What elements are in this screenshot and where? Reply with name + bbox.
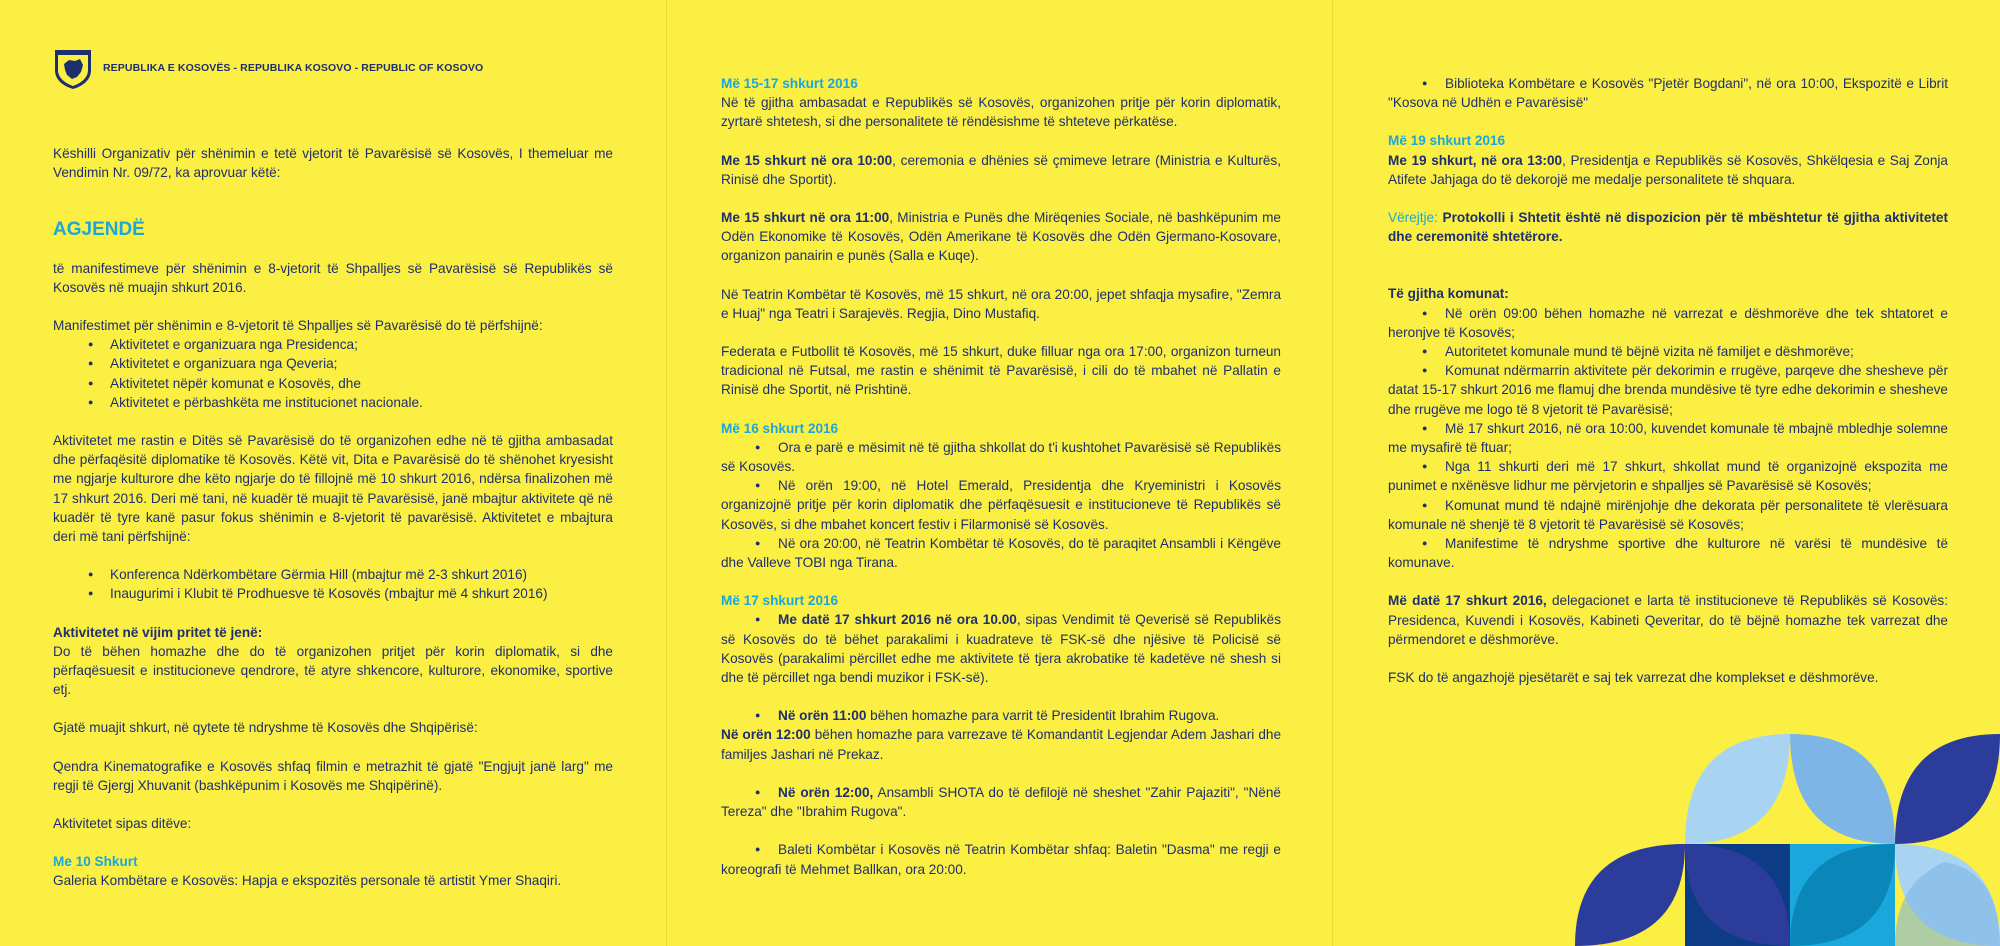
list-item: ● Në orën 11:00 bëhen homazhe para varrit të Presidentit Ibrahim Rugova. bbox=[721, 706, 1281, 725]
prekaz-paragraph: Në orën 12:00 bëhen homazhe para varrezave të Komandantit Legjendar Adem Jashari dhe familjes Jashari në Prekaz. bbox=[721, 727, 1281, 762]
date-heading-15-17: Më 15-17 shkurt 2016 bbox=[721, 76, 858, 91]
list-item: ● Me datë 17 shkurt 2016 në ora 10.00, sipas Vendimit të Qeverisë së Republikës së Kosovës do të bëhet parakalimi i kuadrateve të FSK-së dhe njësive të Policisë së Kosovës (parakalimi përcillet edhe me aktivitete të tjera akrobatike të kadetëve në shesh si dhe të përcillet nga bendi muzikor i FSK-së). bbox=[721, 610, 1281, 687]
panel-middle bbox=[666, 0, 1332, 946]
futsal-paragraph: Federata e Futbollit të Kosovës, më 15 shkurt, duke filluar nga ora 17:00, organizon turneun tradicional në Futsal, me rastin e shënimit të Pavarësisë, i cili do të mbahet në Pallatin e Rinisë dhe Sportit, në Prishtinë. bbox=[721, 344, 1281, 398]
list-item: ● Inaugurimi i Klubit të Prodhuesve të Kosovës (mbajtur më 4 shkurt 2016) bbox=[110, 584, 613, 603]
list-item: ● Autoritetet komunale mund të bëjnë vizita në familjet e dëshmorëve; bbox=[1388, 342, 1948, 361]
list-item: ● Në orën 12:00, Ansambli SHOTA do të defilojë në sheshet "Zahir Pajaziti", "Nënë Tereza" dhe "Ibrahim Rugova". bbox=[721, 783, 1281, 821]
list-item: ● Aktivitetet e organizuara nga Qeveria; bbox=[110, 354, 613, 373]
list-item: ● Manifestime të ndryshme sportive dhe kulturore në varësi të mundësive të komunave. bbox=[1388, 534, 1948, 572]
page-header bbox=[53, 46, 666, 90]
date-heading-19: Më 19 shkurt 2016 bbox=[1388, 133, 1506, 149]
expected-text: Do të bëhen homazhe dhe do të organizohen pritjet për korin diplomatik, si dhe përfaqësuesit e institucioneve qendrore, të atyre shkencore, kulturore, ekonomike, sportive etj. bbox=[53, 643, 613, 698]
day17-list-2 bbox=[721, 706, 1281, 725]
list-item: ● Më 17 shkurt 2016, në ora 10:00, kuvendet komunale të mbajnë mbledhje solemne me mysafirë të ftuar; bbox=[1388, 419, 1948, 457]
list-item: ● Konferenca Ndërkombëtare Gërmia Hill (mbajtur më 2-3 shkurt 2016) bbox=[110, 565, 613, 584]
date-heading-17: Më 17 shkurt 2016 bbox=[721, 593, 839, 609]
list-item: ● Ora e parë e mësimit në të gjitha shkollat do t'i kushtohet Pavarësisë së Republikës së Kosovës. bbox=[721, 438, 1281, 476]
protocol-note: Vërejtje: Protokolli i Shtetit është në dispozicion për të mbështetur të gjitha aktivitetet dhe ceremonitë shtetërore. bbox=[1388, 210, 1948, 245]
day17-list-4 bbox=[721, 840, 1281, 878]
list-item: ● Aktivitetet e organizuara nga Presidenca; bbox=[110, 335, 613, 354]
day19-paragraph: Me 19 shkurt, në ora 13:00, Presidentja e Republikës së Kosovës, Shkëlqesia e Saj Zonja Atifete Jahjaga do të dekorojë me medalje personalitete të shquara. bbox=[1388, 152, 1948, 187]
panel-left bbox=[0, 0, 666, 946]
embassy-text: Në të gjitha ambasadat e Republikës së Kosovës, organizohen pritje për korin diplomatik, zyrtarë shtetesh, si dhe personalitete të rëndësishme të shteteve përkatëse. bbox=[721, 95, 1281, 130]
intro-text: Këshilli Organizativ për shënimin e tetë vjetorit të Pavarësisë së Kosovës, I themeluar me Vendimin Nr. 09/72, ka aprovuar këtë: bbox=[53, 146, 613, 181]
activities-paragraph: Aktivitetet me rastin e Ditës së Pavarësisë do të organizohen edhe në të gjitha ambasadat dhe përfaqësitë diplomatike të Kosovës. Këtë vit, Dita e Pavarësisë do të shënohet kryesisht me ngjarje kulturore dhe këto ngjarje do të fillojnë më 10 shkurt 2016, ndërsa finalizohen më 17 shkurt 2016. Deri më tani, në kuadër të muajit të Pavarësisë, janë mbajtur aktivitete që në kuadër të tyre kanë pasur fokus shënimin e 8-vjetorit të pavarësisë. Aktivitetet e mbajtura deri më tani përfshijnë: bbox=[53, 433, 613, 545]
delegation-paragraph: Më datë 17 shkurt 2016, delegacionet e larta të institucioneve të Republikës së Kosovës: Presidenca, Kuvendi i Kosovës, Kabineti Qeveritar, do të bëjnë homazhe tek varrezat dhe përmendoret e dëshmorëve. bbox=[1388, 593, 1949, 647]
expected-title: Aktivitetet në vijim pritet të jenë: bbox=[53, 624, 263, 640]
list-item: ● Aktivitetet nëpër komunat e Kosovës, dhe bbox=[110, 374, 613, 393]
fsk-paragraph: FSK do të angazhojë pjesëtarët e saj tek varrezat dhe komplekset e dëshmorëve. bbox=[1388, 670, 1879, 686]
list-item: ● Në orën 09:00 bëhen homazhe në varrezat e dëshmorëve dhe tek shtatoret e heronjve të Kosovës; bbox=[1388, 304, 1948, 342]
library-list bbox=[1388, 74, 1948, 112]
manifest-list bbox=[53, 335, 613, 412]
agenda-description: të manifestimeve për shënimin e 8-vjetorit të Shpalljes së Pavarësisë së Republikës së Kosovës në muajin shkurt 2016. bbox=[53, 260, 613, 295]
municipalities-list bbox=[1388, 304, 1948, 573]
list-item: ● Komunat ndërmarrin aktivitete për dekorimin e rrugëve, parqeve dhe shesheve për datat 15-17 shkurt 2016 me flamuj dhe brenda mundësive të tyre edhe dekorimin e shesheve dhe rrugëve me logo të 8 vjetorit të Pavarësisë; bbox=[1388, 361, 1948, 419]
theatre-paragraph: Në Teatrin Kombëtar të Kosovës, më 15 shkurt, në ora 20:00, jepet shfaqja mysafire, "Zemra e Huaj" nga Teatri i Sarajevës. Regjia, Dino Mustafiq. bbox=[721, 286, 1281, 321]
cinema-text: Qendra Kinematografike e Kosovës shfaq filmin e metrazhit të gjatë "Engjujt janë larg" me regji të Gjergj Xhuvanit (bashkëpunim i Kosovës me Shqipërinë). bbox=[53, 758, 613, 793]
list-item: ● Biblioteka Kombëtare e Kosovës "Pjetër Bogdani", në ora 10:00, Ekspozitë e Librit "Kosova në Udhën e Pavarësisë" bbox=[1388, 74, 1948, 112]
list-item: ● Në ora 20:00, në Teatrin Kombëtar të Kosovës, do të paraqitet Ansambli i Këngëve dhe Valleve TOBI nga Tirana. bbox=[721, 534, 1281, 572]
date-heading-10: Me 10 Shkurt bbox=[53, 854, 138, 870]
municipalities-title: Të gjitha komunat: bbox=[1388, 286, 1509, 302]
list-item: ● Komunat mund të ndajnë mirënjohje dhe dekorata për personalitete të vlerësuara komunale në shenjë të 8 vjetorit të Pavarësisë së Kosovës; bbox=[1388, 496, 1948, 534]
day16-list bbox=[721, 438, 1281, 572]
month-line: Gjatë muajit shkurt, në qytete të ndryshme të Kosovës dhe Shqipërisë: bbox=[53, 720, 478, 736]
list-item: ● Baleti Kombëtar i Kosovës në Teatrin Kombëtar shfaq: Baletin "Dasma" me regji e koreografi të Mehmet Ballkan, ora 20:00. bbox=[721, 840, 1281, 878]
day10-text: Galeria Kombëtare e Kosovës: Hapja e ekspozitës personale të artistit Ymer Shaqiri. bbox=[53, 873, 562, 889]
manifest-lead: Manifestimet për shënimin e 8-vjetorit të Shpalljes së Pavarësisë do të përfshijnë: bbox=[53, 318, 543, 334]
list-item: ● Nga 11 shkurti deri më 17 shkurt, shkollat mund të organizojnë ekspozita me punimet e nxënësve lidhur me përvjetorin e shpalljes së Pavarësisë së Kosovës; bbox=[1388, 457, 1948, 495]
kosovo-crest-icon bbox=[53, 46, 93, 90]
held-activities-list bbox=[53, 565, 613, 603]
agenda-title: AGJENDË bbox=[53, 219, 145, 241]
by-day-label: Aktivitetet sipas ditëve: bbox=[53, 816, 192, 832]
list-item: ● Aktivitetet e përbashkëta me institucionet nacionale. bbox=[110, 393, 613, 412]
day17-list bbox=[721, 610, 1281, 687]
awards-paragraph: Me 15 shkurt në ora 10:00, ceremonia e dhënies së çmimeve letrare (Ministria e Kulturës, Rinisë dhe Sportit). bbox=[721, 152, 1282, 187]
decorative-petals-artwork bbox=[1575, 732, 2000, 946]
country-name: REPUBLIKA E KOSOVËS - REPUBLIKA KOSOVO - REPUBLIC OF KOSOVO bbox=[103, 62, 484, 74]
list-item: ● Në orën 19:00, në Hotel Emerald, Presidentja dhe Kryeministri i Kosovës organizojnë pritje për korin diplomatik dhe përfaqësuesit e institucioneve të Republikës së Kosovës, si dhe mbahet koncert festiv i Filarmonisë së Kosovës. bbox=[721, 476, 1281, 534]
job-fair-paragraph: Me 15 shkurt në ora 11:00, Ministria e Punës dhe Mirëqenies Sociale, në bashkëpunim me Odën Ekonomike të Kosovës, Odën Amerikane të Kosovës dhe Odën Gjermano-Kosovare, organizon panairin e punës (Salla e Kuqe). bbox=[721, 210, 1281, 264]
day17-list-3 bbox=[721, 783, 1281, 821]
date-heading-16: Më 16 shkurt 2016 bbox=[721, 420, 839, 436]
